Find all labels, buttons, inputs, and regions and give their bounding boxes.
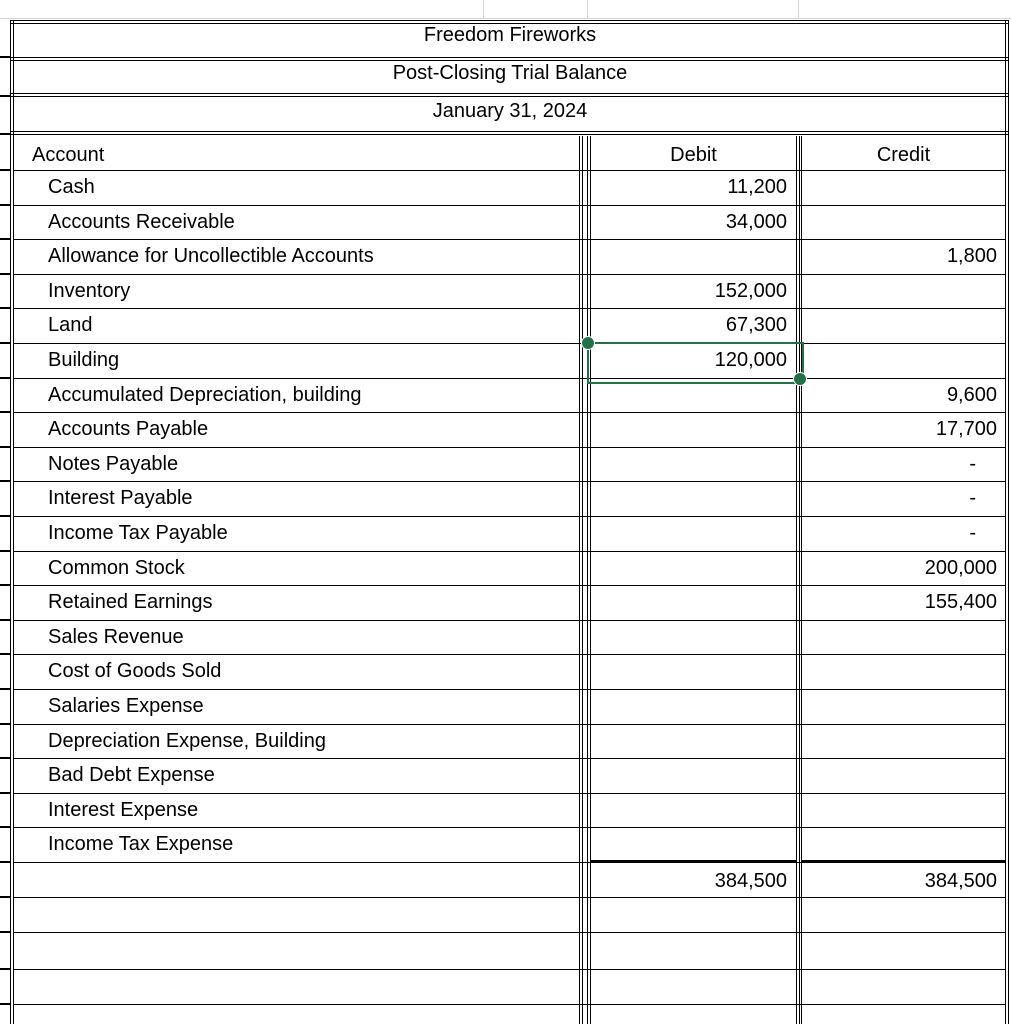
adjacent-cell-border xyxy=(0,896,10,898)
adjacent-cell-border xyxy=(0,133,10,135)
account-cell[interactable]: Sales Revenue xyxy=(48,626,184,648)
debit-cell[interactable]: 152,000 xyxy=(714,280,787,302)
adjacent-cell-border xyxy=(0,515,10,517)
credit-cell[interactable]: - xyxy=(969,487,976,509)
col-divider xyxy=(587,136,588,1024)
adjacent-cell-border xyxy=(0,377,10,379)
credit-cell[interactable]: 1,800 xyxy=(946,245,997,267)
account-cell[interactable]: Income Tax Payable xyxy=(48,522,228,544)
selected-cell-outline[interactable] xyxy=(587,342,804,384)
adjacent-cell-border xyxy=(0,95,10,97)
adjacent-cell-border xyxy=(0,342,10,344)
credit-cell[interactable]: - xyxy=(969,522,976,544)
adjacent-cell-border xyxy=(0,56,10,58)
debit-cell[interactable]: 11,200 xyxy=(727,176,787,198)
account-cell[interactable]: Accumulated Depreciation, building xyxy=(48,384,362,406)
account-cell[interactable]: Interest Expense xyxy=(48,799,199,821)
adjacent-cell-border xyxy=(0,411,10,413)
sheet-gridline xyxy=(483,0,484,18)
col-divider xyxy=(582,136,583,1024)
row-border xyxy=(14,932,1006,933)
selection-handle-bottom-right[interactable] xyxy=(793,372,807,386)
account-cell[interactable]: Accounts Payable xyxy=(48,418,209,440)
adjacent-cell-border xyxy=(0,1003,10,1005)
debit-cell[interactable]: 67,300 xyxy=(725,314,787,336)
adjacent-cell-border xyxy=(0,169,10,171)
account-cell[interactable]: Allowance for Uncollectible Accounts xyxy=(48,245,374,267)
account-cell[interactable]: Notes Payable xyxy=(48,453,179,475)
account-cell[interactable]: Cash xyxy=(48,176,95,198)
company-name: Freedom Fireworks xyxy=(423,24,597,46)
account-cell[interactable]: Retained Earnings xyxy=(48,591,213,613)
border-right-inner xyxy=(1008,20,1009,1024)
account-cell[interactable]: Salaries Expense xyxy=(48,695,204,717)
adjacent-cell-border xyxy=(0,204,10,206)
border-left-outer xyxy=(10,20,11,1024)
credit-cell[interactable]: 200,000 xyxy=(924,557,997,579)
adjacent-cell-border xyxy=(0,273,10,275)
total-debit[interactable]: 384,500 xyxy=(714,870,787,892)
account-cell[interactable]: Land xyxy=(48,314,93,336)
total-rule-debit xyxy=(590,860,797,862)
col-divider xyxy=(796,136,797,1024)
adjacent-cell-border xyxy=(0,550,10,552)
adjacent-cell-border xyxy=(0,619,10,621)
header-credit: Credit xyxy=(876,144,931,166)
account-cell[interactable]: Accounts Receivable xyxy=(48,211,235,233)
statement-date: January 31, 2024 xyxy=(432,100,588,122)
total-rule-credit xyxy=(801,860,1006,862)
credit-cell[interactable]: 155,400 xyxy=(924,591,997,613)
credit-cell[interactable]: 17,700 xyxy=(935,418,997,440)
header-debit: Debit xyxy=(670,144,717,166)
selection-handle-top-left[interactable] xyxy=(581,336,595,350)
row-border xyxy=(14,1004,1006,1005)
adjacent-cell-border xyxy=(0,826,10,828)
account-cell[interactable]: Common Stock xyxy=(48,557,185,579)
adjacent-cell-border xyxy=(0,653,10,655)
adjacent-cell-border xyxy=(0,238,10,240)
adjacent-cell-border xyxy=(0,723,10,725)
adjacent-cell-border xyxy=(0,307,10,309)
credit-cell[interactable]: 9,600 xyxy=(946,384,997,406)
adjacent-cell-border xyxy=(0,757,10,759)
row-border xyxy=(14,170,1006,171)
account-cell[interactable]: Interest Payable xyxy=(48,487,193,509)
account-cell[interactable]: Cost of Goods Sold xyxy=(48,660,222,682)
account-cell[interactable]: Depreciation Expense, Building xyxy=(48,730,326,752)
credit-cell[interactable]: - xyxy=(969,453,976,475)
adjacent-cell-border xyxy=(0,480,10,482)
row-border xyxy=(14,343,1006,344)
sheet-gridline xyxy=(587,0,588,18)
adjacent-cell-border xyxy=(0,688,10,690)
debit-cell[interactable]: 34,000 xyxy=(725,211,787,233)
adjacent-cell-border xyxy=(0,584,10,586)
row-border xyxy=(14,274,1006,275)
account-cell[interactable]: Bad Debt Expense xyxy=(48,764,215,786)
sheet-gridline xyxy=(798,0,799,18)
adjacent-cell-border xyxy=(0,931,10,933)
row-border xyxy=(14,862,1006,863)
col-divider xyxy=(579,136,580,1024)
statement-title: Post-Closing Trial Balance xyxy=(392,62,628,84)
row-border xyxy=(14,308,1006,309)
adjacent-cell-border xyxy=(0,792,10,794)
debit-cell[interactable]: 120,000 xyxy=(714,349,787,371)
account-cell[interactable]: Income Tax Expense xyxy=(48,833,234,855)
sheet-gridline xyxy=(0,18,1011,19)
adjacent-cell-border xyxy=(0,968,10,970)
account-cell[interactable]: Inventory xyxy=(48,280,131,302)
row-border xyxy=(14,969,1006,970)
col-divider xyxy=(799,136,800,1024)
account-cell[interactable]: Building xyxy=(48,349,120,371)
header-account: Account xyxy=(32,144,105,166)
adjacent-cell-border xyxy=(0,446,10,448)
adjacent-cell-border xyxy=(0,861,10,863)
total-credit[interactable]: 384,500 xyxy=(924,870,997,892)
